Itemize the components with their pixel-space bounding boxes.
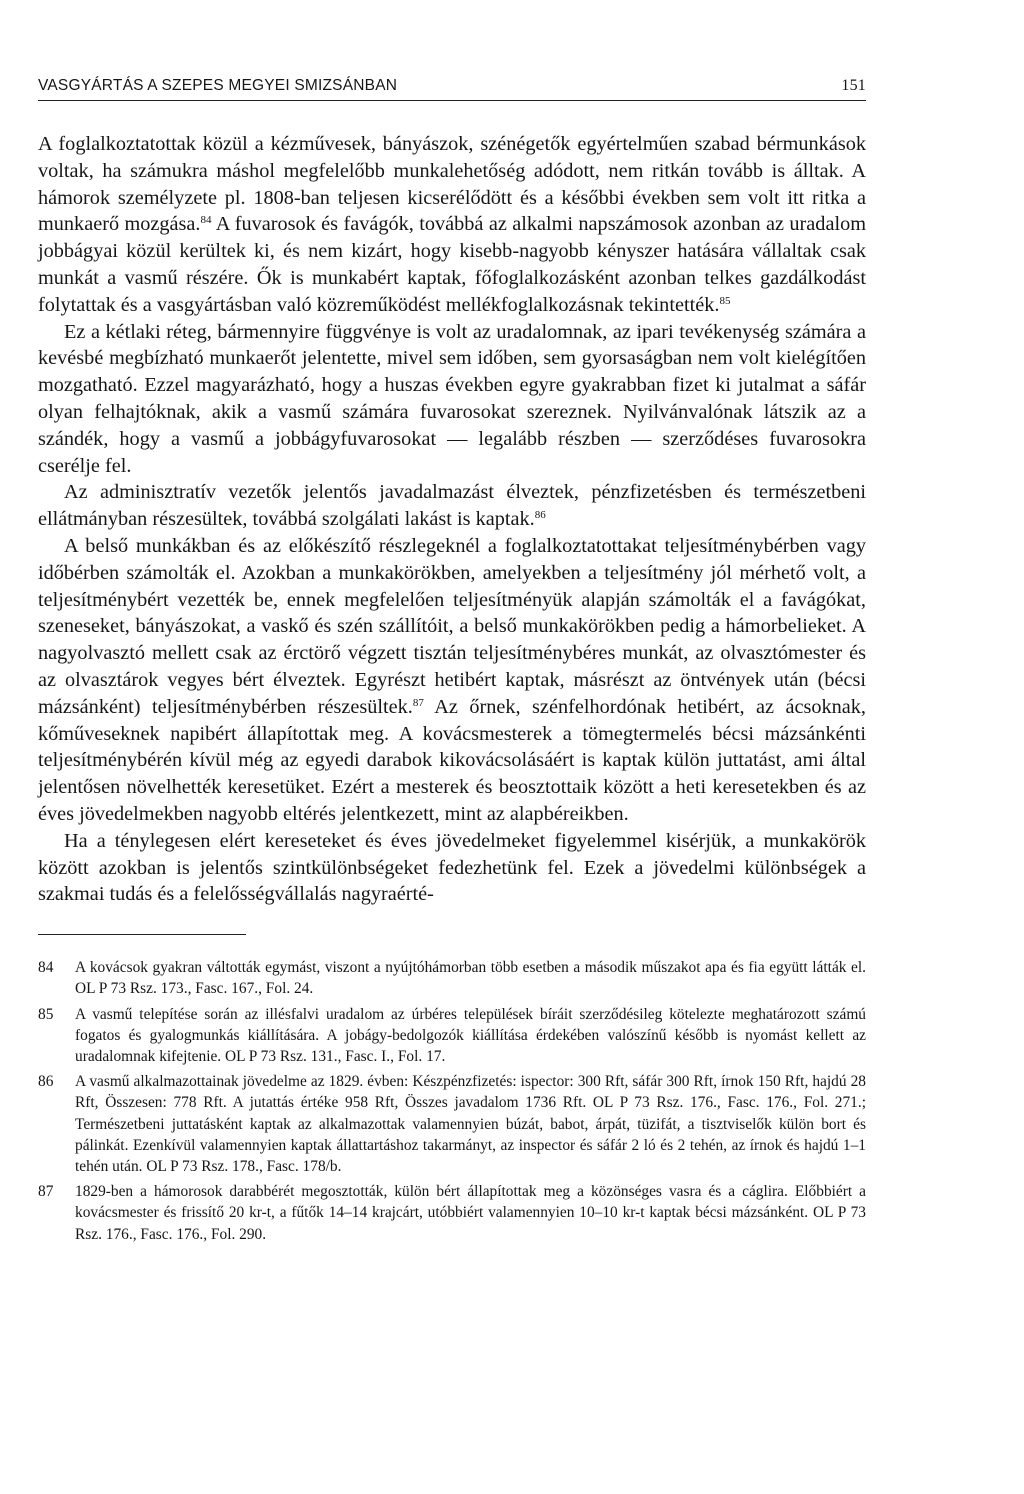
footnote-text: A vasmű alkalmazottainak jövedelme az 1829. évben: Készpénzfizetés: ispector: 300 Rft, sáfár 300 Rft, írnok 150 Rft, hajdú 28 Rft, Összesen: 778 Rft. A jutattás értéke 958 Rft, Összes javadalom 1736 Rft. OL P 73 Rsz. 176., Fasc. 176., Fol. 271.; Természetbeni juttatásként kaptak az alkalmazottak valamennyien búzát, babot, árpát, tüzifát, a tisztviselők külön bort és pálinkát. Ezenkívül valamennyien kaptak állattartáshoz takarmányt, az inspector és sáfár 2 ló és 2 tehén, az írnok és hajdú 1–1 tehén után. OL P 73 Rsz. 178., Fasc. 178/b. bbox=[75, 1073, 866, 1175]
running-head bbox=[38, 78, 866, 101]
paragraph-3-text: Az adminisztratív vezetők jelentős javadalmazást élveztek, pénzfizetésben és természetbeni ellátmányban részesültek, továbbá szolgálati lakást is kaptak. bbox=[38, 481, 866, 531]
paragraph-2: Ez a kétlaki réteg, bármennyire függvénye is volt az uradalomnak, az ipari tevékenység számára a kevésbé megbízható munkaerőt jelentette, mivel sem időben, sem gyorsaságban nem volt kielégítően mozgatható. Ezzel magyarázható, hogy a huszas években egyre gyakrabban fizet ki jutalmat a sáfár olyan felhajtóknak, akik a vasmű számára fuvarosokat szereznek. Nyilvánvalónak látszik az a szándék, hogy a vasmű a jobbágyfuvarosokat — legalább részben — szerződéses fuvarosokra cserélje fel. bbox=[38, 320, 866, 477]
footnote-text: A kovácsok gyakran váltották egymást, viszont a nyújtóhámorban több esetben a második műszakot apa és fia együtt látták el. OL P 73 Rsz. 173., Fasc. 167., Fol. 24. bbox=[75, 959, 866, 998]
footnotes bbox=[38, 957, 866, 1245]
footnote-87 bbox=[38, 1181, 866, 1245]
footnote-85 bbox=[38, 1004, 866, 1068]
footnote-ref-85: 85 bbox=[719, 294, 731, 307]
paragraph-5: Ha a ténylegesen elért kereseteket és éves jövedelmeket figyelemmel kisérjük, a munkakörök között azokban is jelentős szintkülönbségeket fedezhetünk fel. Ezek a jövedelmi különbségek a szakmai tudás és a felelősségvállalás nagyraérté- bbox=[38, 829, 866, 906]
footnote-84 bbox=[38, 957, 866, 999]
paragraph-4-text-a: A belső munkákban és az előkészítő részlegeknél a foglalkoztatottakat teljesítménybérben vagy időbérben számolták el. Azokban a munkakörökben, amelyekben a teljesítmény jól mérhető volt, a teljesítménybért vezették be, ennek megfelelően teljesítményük alapján számolták el a favágókat, szeneseket, bányászokat, a vaskő és szén szállítóit, a belső munkakörökben pedig a hámorbelieket. A nagyolvasztó mellett csak az érctörő végzett tisztán teljesítménybéres munkát, az olvasztómester és az olvasztárok vegyes bért élveztek. Egyrészt hetibért kaptak, másrészt az öntvények után (bécsi mázsánként) teljesítménybérben részesültek. bbox=[38, 534, 866, 718]
paragraph-1-text-b: A fuvarosok és favágók, továbbá az alkalmi napszámosok azonban az uradalom jobbágyai közül kerültek ki, és nem kizárt, hogy kisebb-nagyobb kényszer hatására vállaltak csak munkát a vasmű részére. Ők is munkabért kaptak, főfoglalkozásként azonban telkes gazdálkodást folytattak és a vasgyártásban való közreműködést mellékfoglalkozásnak tekintették. bbox=[38, 213, 866, 316]
footnote-number: 87 bbox=[38, 1183, 54, 1201]
body-text bbox=[38, 131, 866, 908]
footnote-ref-84: 84 bbox=[200, 214, 212, 227]
footnote-ref-86: 86 bbox=[534, 509, 546, 522]
footnote-text: 1829-ben a hámorosok darabbérét megosztották, külön bért állapítottak meg a közönséges vasra és a cáglira. Előbbiért a kovácsmester és frissítő 20 kr-t, a fűtők 14–14 krajcárt, utóbbiért valamennyien 10–10 kr-t kaptak bécsi mázsánként. OL P 73 Rsz. 176., Fasc. 176., Fol. 290. bbox=[75, 1183, 866, 1243]
footnote-divider bbox=[38, 934, 246, 935]
paragraph-1-text-a: A foglalkoztatottak közül a kézművesek, bányászok, szénégetők egyértelműen szabad bérmunkások voltak, ha számukra máshol megfelelőbb munkalehetőség adódott, nem ritkán tovább is álltak. A hámorok személyzete pl. 1808-ban teljesen kicserélődött és a későbbi években sem volt itt ritka a munkaerő mozgása. bbox=[38, 133, 866, 236]
paragraph-3 bbox=[38, 479, 866, 533]
paragraph-4 bbox=[38, 533, 866, 828]
footnote-ref-87: 87 bbox=[412, 696, 424, 709]
running-title: VASGYÁRTÁS A SZEPES MEGYEI SMIZSÁNBAN bbox=[38, 77, 398, 94]
paragraph-1 bbox=[38, 131, 866, 319]
footnote-number: 86 bbox=[38, 1073, 54, 1091]
footnote-number: 84 bbox=[38, 959, 54, 977]
page bbox=[38, 78, 866, 1249]
footnote-number: 85 bbox=[38, 1005, 54, 1023]
page-number: 151 bbox=[841, 77, 866, 94]
footnote-86 bbox=[38, 1071, 866, 1177]
footnote-text: A vasmű telepítése során az illésfalvi uradalom az úrbéres települések bíráit szerződésileg kötelezte meghatározott számú fogatos és gyalogmunkás kiállítására. A jobágy-bedolgozók kiállítása érdekében valószínű később is nyomást kellett az uradalomnak kifejtenie. OL P 73 Rsz. 131., Fasc. I., Fol. 17. bbox=[75, 1005, 866, 1065]
paragraph-4-text-b: Az őrnek, szénfelhordónak hetibért, az ácsoknak, kőműveseknek napibért állapítottak meg. A kovácsmesterek a tömegtermelés bécsi mázsánkénti teljesítménybérén kívül még az egyedi darabok kikovácsolásáért is kaptak külön juttatást, ami által jelentősen növelhették keresetüket. Ezért a mesterek és beosztottaik között a heti keresetekben és az éves jövedelmekben nagyobb eltérés jelentkezett, mint az alapbéreikben. bbox=[38, 695, 866, 825]
